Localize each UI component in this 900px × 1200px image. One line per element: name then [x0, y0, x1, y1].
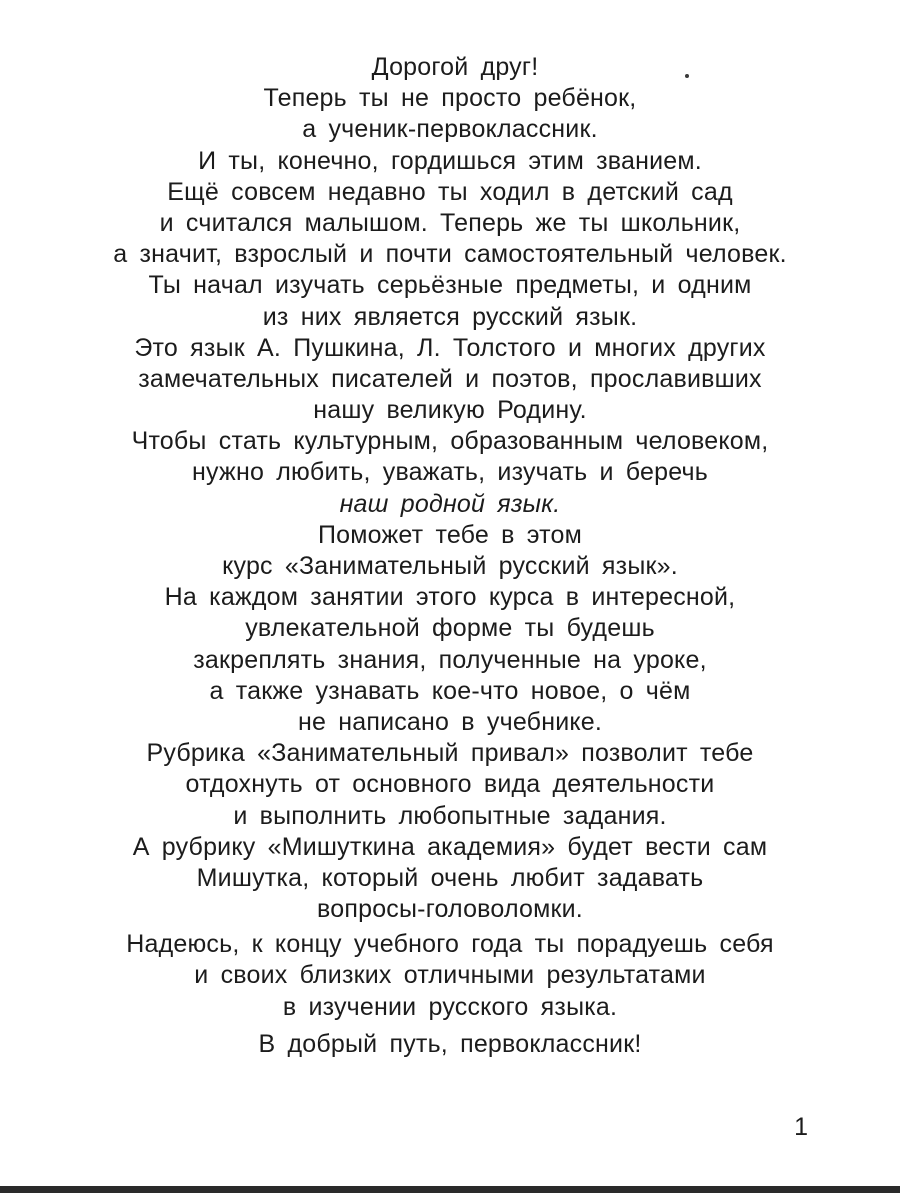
- text-line: и своих близких отличными результатами: [194, 961, 706, 990]
- greeting: Дорогой друг!: [371, 53, 539, 81]
- text-line: и выполнить любопытные задания.: [233, 801, 667, 830]
- text-line: отдохнуть от основного вида деятельности: [185, 770, 715, 799]
- text-line: увлекательной форме ты будешь: [245, 614, 655, 643]
- text-line: Теперь ты не просто ребёнок,: [263, 84, 637, 113]
- text-line: Мишутка, который очень любит задавать: [196, 863, 704, 892]
- text-line: Рубрика «Занимательный привал» позволит тебе: [146, 739, 754, 768]
- text-line: Поможет тебе в этом: [317, 520, 583, 549]
- bottom-rule: [0, 1186, 900, 1193]
- letter-body: [0, 52, 900, 1060]
- text-line: курс «Занимательный русский язык».: [222, 552, 678, 580]
- text-line: Ты начал изучать серьёзные предметы, и одним: [148, 271, 752, 300]
- text-line: не написано в учебнике.: [297, 707, 603, 736]
- text-line: Ещё совсем недавно ты ходил в детский сад: [167, 177, 733, 206]
- text-line: нужно любить, уважать, изучать и беречь: [192, 458, 708, 487]
- text-line: нашу великую Родину.: [313, 396, 587, 425]
- text-line: а также узнавать кое-что новое, о чём: [209, 676, 691, 705]
- text-line: вопросы-головоломки.: [317, 895, 583, 924]
- text-line: Это язык А. Пушкина, Л. Толстого и многих других: [134, 333, 766, 362]
- text-line: И ты, конечно, гордишься этим званием.: [198, 146, 702, 175]
- text-line: и считался малышом. Теперь же ты школьник,: [159, 208, 741, 237]
- text-line: На каждом занятии этого курса в интересной,: [164, 583, 736, 612]
- text-line: а значит, взрослый и почти самостоятельный человек.: [113, 240, 787, 269]
- text-line: из них является русский язык.: [262, 302, 638, 331]
- text-line: А рубрику «Мишуткина академия» будет вести сам: [132, 832, 768, 861]
- text-line: а ученик-первоклассник.: [302, 115, 598, 144]
- page-number: 1: [794, 1113, 808, 1141]
- text-line: Надеюсь, к концу учебного года ты порадуешь себя: [126, 930, 774, 959]
- text-line: Чтобы стать культурным, образованным человеком,: [131, 427, 769, 456]
- closing-line: В добрый путь, первоклассник!: [258, 1029, 642, 1058]
- text-line: закреплять знания, полученные на уроке,: [193, 645, 707, 674]
- print-speck: [685, 74, 689, 78]
- text-line: замечательных писателей и поэтов, прославивших: [138, 364, 762, 393]
- text-line: в изучении русского языка.: [282, 992, 618, 1021]
- italic-phrase: наш родной язык.: [339, 489, 561, 518]
